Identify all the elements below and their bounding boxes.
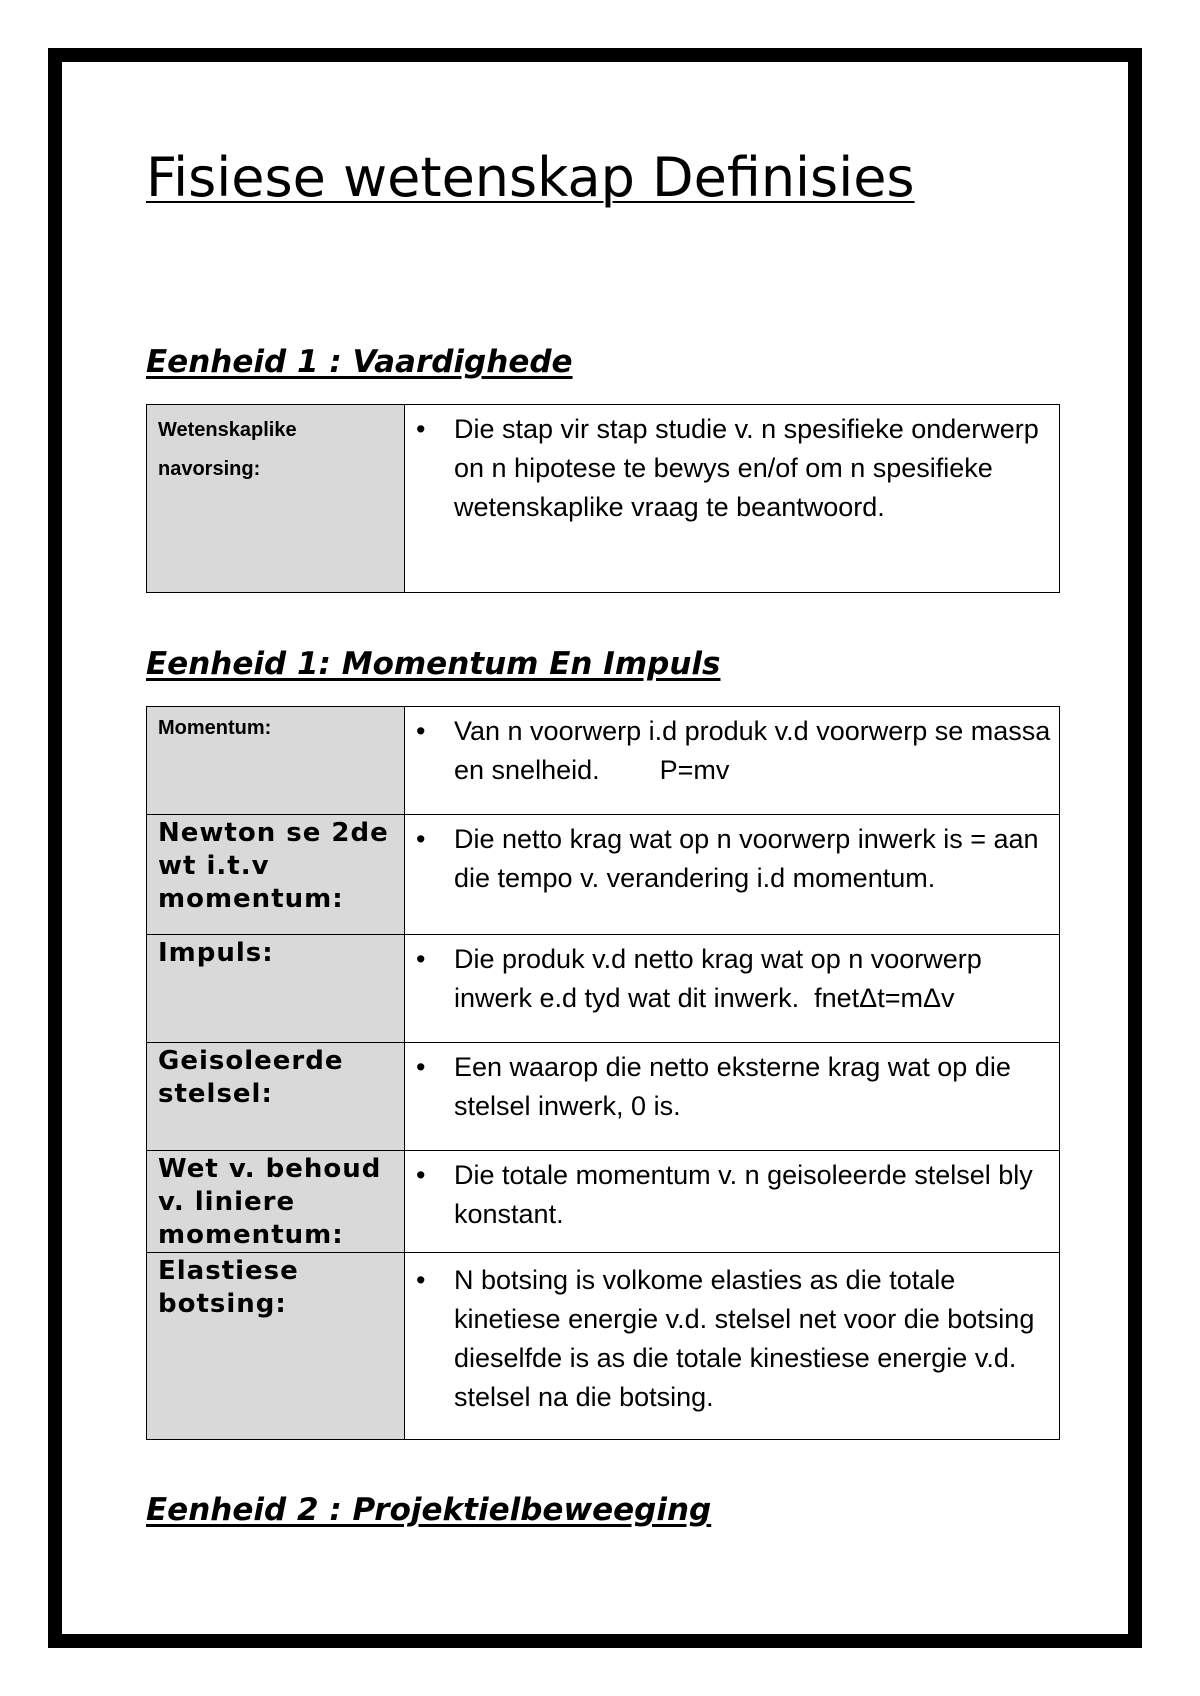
term-cell: [147, 1151, 405, 1253]
definition-cell: [405, 707, 1060, 815]
term-cell: [147, 707, 405, 815]
definitions-table-vaardighede: [146, 404, 1060, 593]
definition-cell: [405, 815, 1060, 935]
definition-text: Die produk v.d netto krag wat op n voorwerp inwerk e.d tyd wat dit inwerk. fnetΔt=mΔv: [454, 944, 990, 1013]
table-row: [147, 405, 1060, 593]
term-cell: [147, 1043, 405, 1151]
definition-cell: [405, 1043, 1060, 1151]
definition-text: Die stap vir stap studie v. n spesifieke onderwerp on n hipotese te bewys en/of om n spesifieke wetenskaplike vraag te beantwoord.: [454, 414, 1039, 522]
table-row: [147, 1043, 1060, 1151]
term-cell: [147, 1253, 405, 1440]
term-label: Wetenskaplike navorsing:: [158, 419, 297, 480]
term-cell: [147, 815, 405, 935]
definition-text: N botsing is volkome elasties as die totale kinetiese energie v.d. stelsel net voor die botsing dieselfde is as die totale kinestiese energie v.d. stelsel na die botsing.: [454, 1265, 1035, 1412]
table-row: [147, 1253, 1060, 1440]
definition-cell: [405, 935, 1060, 1043]
section-heading-projektielbeweeging: Eenheid 2 : Projektielbeweeging: [146, 1492, 712, 1528]
table-row: [147, 935, 1060, 1043]
definition-cell: [405, 1253, 1060, 1440]
definition-text: Die netto krag wat op n voorwerp inwerk is = aan die tempo v. verandering i.d momentum.: [454, 824, 1039, 893]
document-title: Fisiese wetenskap Definisies: [146, 146, 915, 209]
bullet-icon: •: [416, 716, 426, 746]
bullet-icon: •: [416, 1265, 426, 1295]
table-row: [147, 707, 1060, 815]
section-heading-vaardighede: Eenheid 1 : Vaardighede: [146, 344, 573, 380]
definition-cell: [405, 1151, 1060, 1253]
bullet-icon: •: [416, 1052, 426, 1082]
term-label: Momentum:: [158, 717, 272, 739]
term-label: Geisoleerde stelsel:: [158, 1046, 344, 1109]
bullet-icon: •: [416, 1160, 426, 1190]
definition-text: Die totale momentum v. n geisoleerde stelsel bly konstant.: [454, 1160, 1033, 1229]
definition-text: Een waarop die netto eksterne krag wat op die stelsel inwerk, 0 is.: [454, 1052, 1011, 1121]
definitions-table-momentum: [146, 706, 1060, 1440]
definition-text: Van n voorwerp i.d produk v.d voorwerp se massa en snelheid. P=mv: [454, 716, 1058, 785]
term-label: Newton se 2de wt i.t.v momentum:: [158, 818, 389, 914]
term-label: Elastiese botsing:: [158, 1256, 299, 1319]
table-row: [147, 815, 1060, 935]
section-heading-momentum-impuls: Eenheid 1: Momentum En Impuls: [146, 646, 721, 682]
bullet-icon: •: [416, 944, 426, 974]
term-label: Wet v. behoud v. liniere momentum:: [158, 1154, 382, 1250]
term-label: Impuls:: [158, 938, 274, 968]
bullet-icon: •: [416, 824, 426, 854]
term-cell: [147, 935, 405, 1043]
definition-cell: [405, 405, 1060, 593]
bullet-icon: •: [416, 414, 426, 444]
term-cell: [147, 405, 405, 593]
table-row: [147, 1151, 1060, 1253]
